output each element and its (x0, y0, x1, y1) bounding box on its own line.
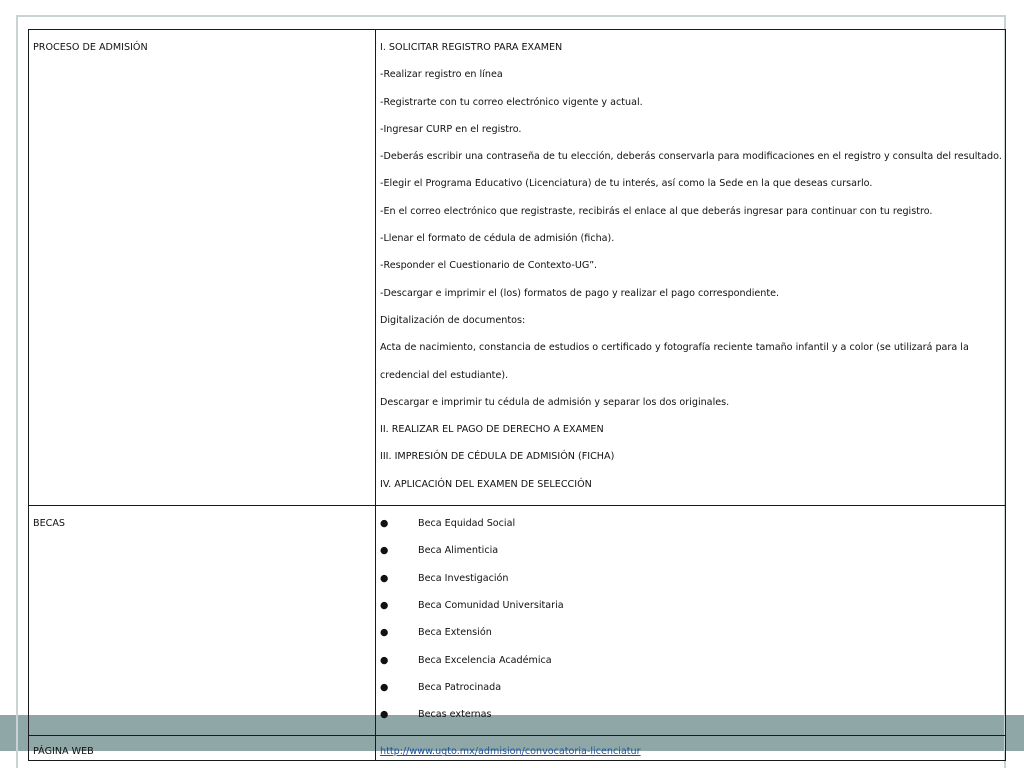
table-row-proceso-admision (29, 30, 1006, 506)
beca-label: Beca Alimenticia (418, 545, 499, 557)
admission-steps (376, 30, 1005, 505)
admission-step-line: Acta de nacimiento, constancia de estudios o certificado y fotografía reciente tamaño infantil y a color (se utilizará para la (380, 342, 969, 354)
bullet-icon: ● (380, 681, 389, 693)
admission-step-line: credencial del estudiante). (380, 369, 509, 381)
admission-step-line: Descargar e imprimir tu cédula de admisión y separar los dos originales. (380, 396, 730, 408)
bullet-icon: ● (380, 627, 389, 639)
label-cell (29, 30, 376, 506)
admission-step-line: IV. APLICACIÓN DEL EXAMEN DE SELECCIÓN (380, 478, 592, 490)
list-item (380, 599, 1001, 626)
beca-label: Beca Patrocinada (418, 681, 502, 693)
bullet-icon: ● (380, 518, 389, 530)
admission-step-line: -Deberás escribir una contraseña de tu elección, deberás conservarla para modificaciones en el registro y consulta del resultado. (380, 151, 1002, 163)
list-item (380, 654, 1001, 681)
list-item (380, 544, 1001, 571)
admission-web-link[interactable]: http://www.ugto.mx/admision/convocatoria-licenciatur (380, 746, 641, 758)
bullet-icon: ● (380, 572, 389, 584)
row-label-becas: BECAS (33, 518, 65, 530)
admission-step-line: -Registrarte con tu correo electrónico vigente y actual. (380, 96, 643, 108)
admission-step-line: I. SOLICITAR REGISTRO PARA EXAMEN (380, 42, 563, 53)
beca-label: Beca Comunidad Universitaria (418, 599, 564, 611)
list-item (380, 708, 1001, 735)
content-cell (376, 30, 1006, 506)
bullet-icon: ● (380, 709, 389, 721)
beca-label: Beca Investigación (418, 572, 509, 584)
admission-step-line: -Ingresar CURP en el registro. (380, 123, 522, 135)
list-item (380, 681, 1001, 708)
admission-step-line: -Elegir el Programa Educativo (Licenciatura) de tu interés, así como la Sede en la que deseas cursarlo. (380, 178, 873, 190)
admission-step-line: -Responder el Cuestionario de Contexto-UG”. (380, 260, 598, 272)
bullet-icon: ● (380, 654, 389, 666)
admission-step-line: -Realizar registro en línea (380, 69, 503, 81)
beca-label: Beca Extensión (418, 627, 492, 639)
row-label-pagina-web: PÁGINA WEB (33, 746, 94, 758)
admission-info-table (28, 29, 1006, 761)
list-item (380, 572, 1001, 599)
admission-step-line: -Llenar el formato de cédula de admisión (ficha). (380, 233, 615, 245)
bullet-icon: ● (380, 545, 389, 557)
bullet-icon: ● (380, 599, 389, 611)
label-cell (29, 506, 376, 736)
content-cell (376, 736, 1006, 761)
list-item (380, 626, 1001, 653)
row-label-proceso-admision: PROCESO DE ADMISIÓN (33, 42, 148, 53)
becas-list (376, 506, 1005, 735)
admission-step-line: -En el correo electrónico que registraste, recibirás el enlace al que deberás ingresar para continuar con tu registro. (380, 205, 933, 217)
content-cell (376, 506, 1006, 736)
table-row-pagina-web (29, 736, 1006, 761)
beca-label: Becas externas (418, 709, 492, 721)
list-item (380, 517, 1001, 544)
admission-step-line: III. IMPRESIÓN DE CÉDULA DE ADMISIÓN (FICHA) (380, 451, 615, 463)
admission-step-line: -Descargar e imprimir el (los) formatos de pago y realizar el pago correspondiente. (380, 287, 780, 299)
beca-label: Beca Excelencia Académica (418, 654, 552, 666)
table-row-becas (29, 506, 1006, 736)
admission-step-line: Digitalización de documentos: (380, 314, 526, 326)
beca-label: Beca Equidad Social (418, 518, 516, 530)
label-cell (29, 736, 376, 761)
admission-step-line: II. REALIZAR EL PAGO DE DERECHO A EXAMEN (380, 424, 604, 436)
